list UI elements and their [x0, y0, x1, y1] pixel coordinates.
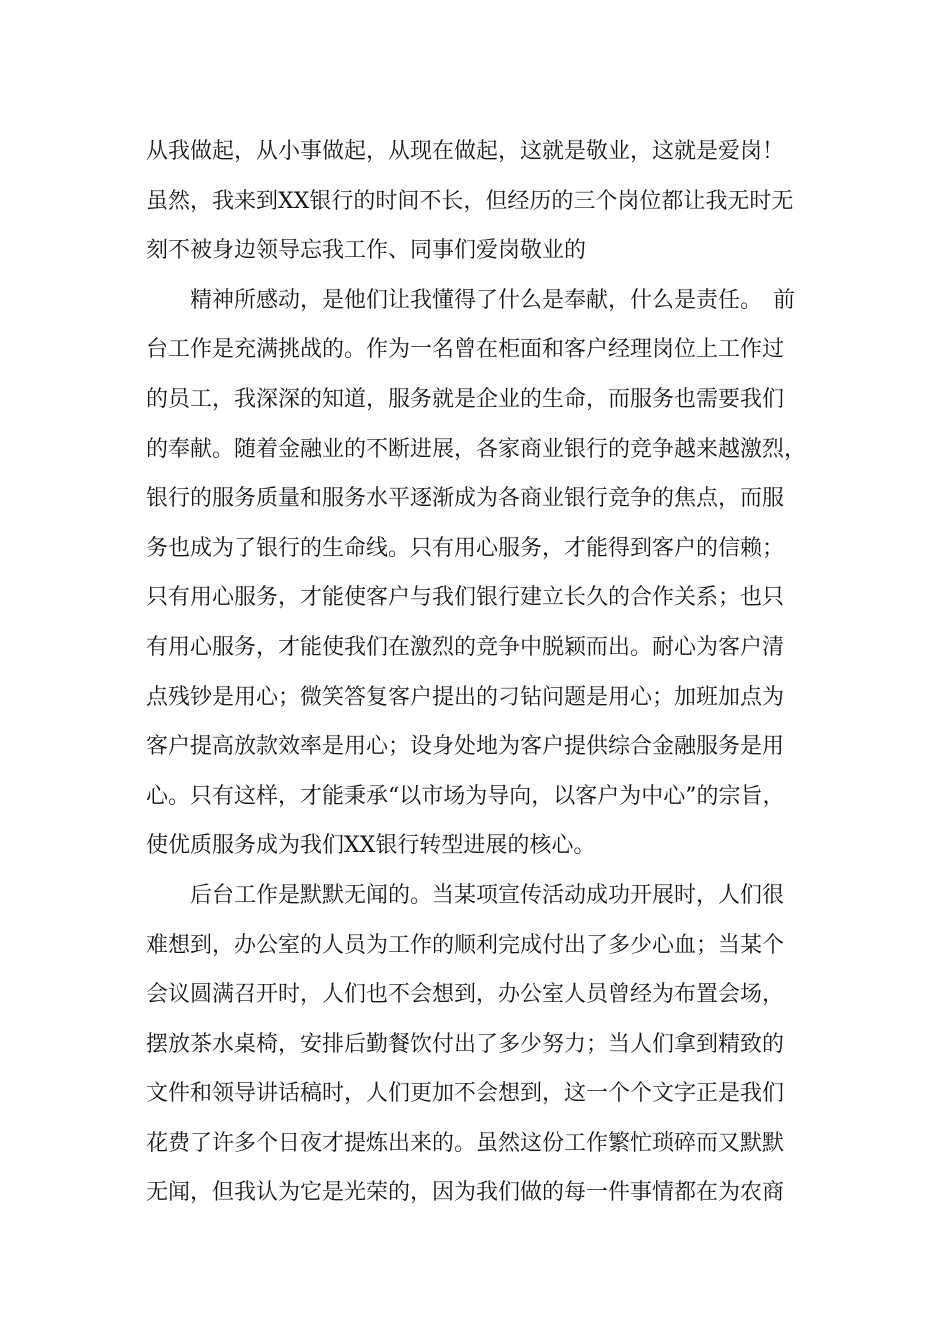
text-line: 的奉献。随着金融业的不断进展，各家商业银行的竞争越来越激烈， — [146, 436, 807, 462]
text-line: 使优质服务成为我们XX银行转型进展的核心。 — [146, 833, 596, 859]
text-line: 难想到，办公室的人员为工作的顺利完成付出了多少心血；当某个 — [146, 932, 785, 958]
text-line: 摆放茶水桌椅，安排后勤餐饮付出了多少努力；当人们拿到精致的 — [146, 1031, 785, 1057]
text-line: 只有用心服务，才能使客户与我们银行建立长久的合作关系；也只 — [146, 585, 785, 611]
text-line: 刻不被身边领导忘我工作、同事们爱岗敬业的 — [146, 238, 587, 264]
text-line: 无闻，但我认为它是光荣的，因为我们做的每一件事情都在为农商 — [146, 1180, 785, 1206]
paragraph-start-line: 精神所感动，是他们让我懂得了什么是奉献，什么是责任。 前 — [190, 287, 796, 313]
text-line: 台工作是充满挑战的。作为一名曾在柜面和客户经理岗位上工作过 — [146, 337, 785, 363]
text-line: 客户提高放款效率是用心；设身处地为客户提供综合金融服务是用 — [146, 734, 785, 760]
text-line: 虽然，我来到XX银行的时间不长，但经历的三个岗位都让我无时无 — [146, 188, 794, 214]
text-line: 从我做起，从小事做起，从现在做起，这就是敬业，这就是爱岗！ — [146, 139, 785, 164]
document-body — [146, 127, 836, 1218]
text-line: 会议圆满召开时，人们也不会想到，办公室人员曾经为布置会场， — [146, 982, 785, 1008]
text-line: 的员工，我深深的知道，服务就是企业的生命，而服务也需要我们 — [146, 386, 785, 412]
text-line: 有用心服务，才能使我们在激烈的竞争中脱颖而出。耐心为客户清 — [146, 634, 785, 660]
text-line: 心。只有这样，才能秉承“以市场为导向，以客户为中心”的宗旨， — [146, 783, 785, 809]
text-line: 银行的服务质量和服务水平逐渐成为各商业银行竞争的焦点，而服 — [146, 486, 785, 512]
text-line: 花费了许多个日夜才提炼出来的。虽然这份工作繁忙琐碎而又默默 — [146, 1130, 785, 1156]
text-line: 文件和领导讲话稿时，人们更加不会想到，这一个个文字正是我们 — [146, 1081, 785, 1107]
text-line: 点残钞是用心；微笑答复客户提出的刁钻问题是用心；加班加点为 — [146, 684, 785, 710]
paragraph-start-line: 后台工作是默默无闻的。当某项宣传活动成功开展时，人们很 — [190, 882, 785, 908]
text-line: 务也成为了银行的生命线。只有用心服务，才能得到客户的信赖； — [146, 535, 785, 561]
